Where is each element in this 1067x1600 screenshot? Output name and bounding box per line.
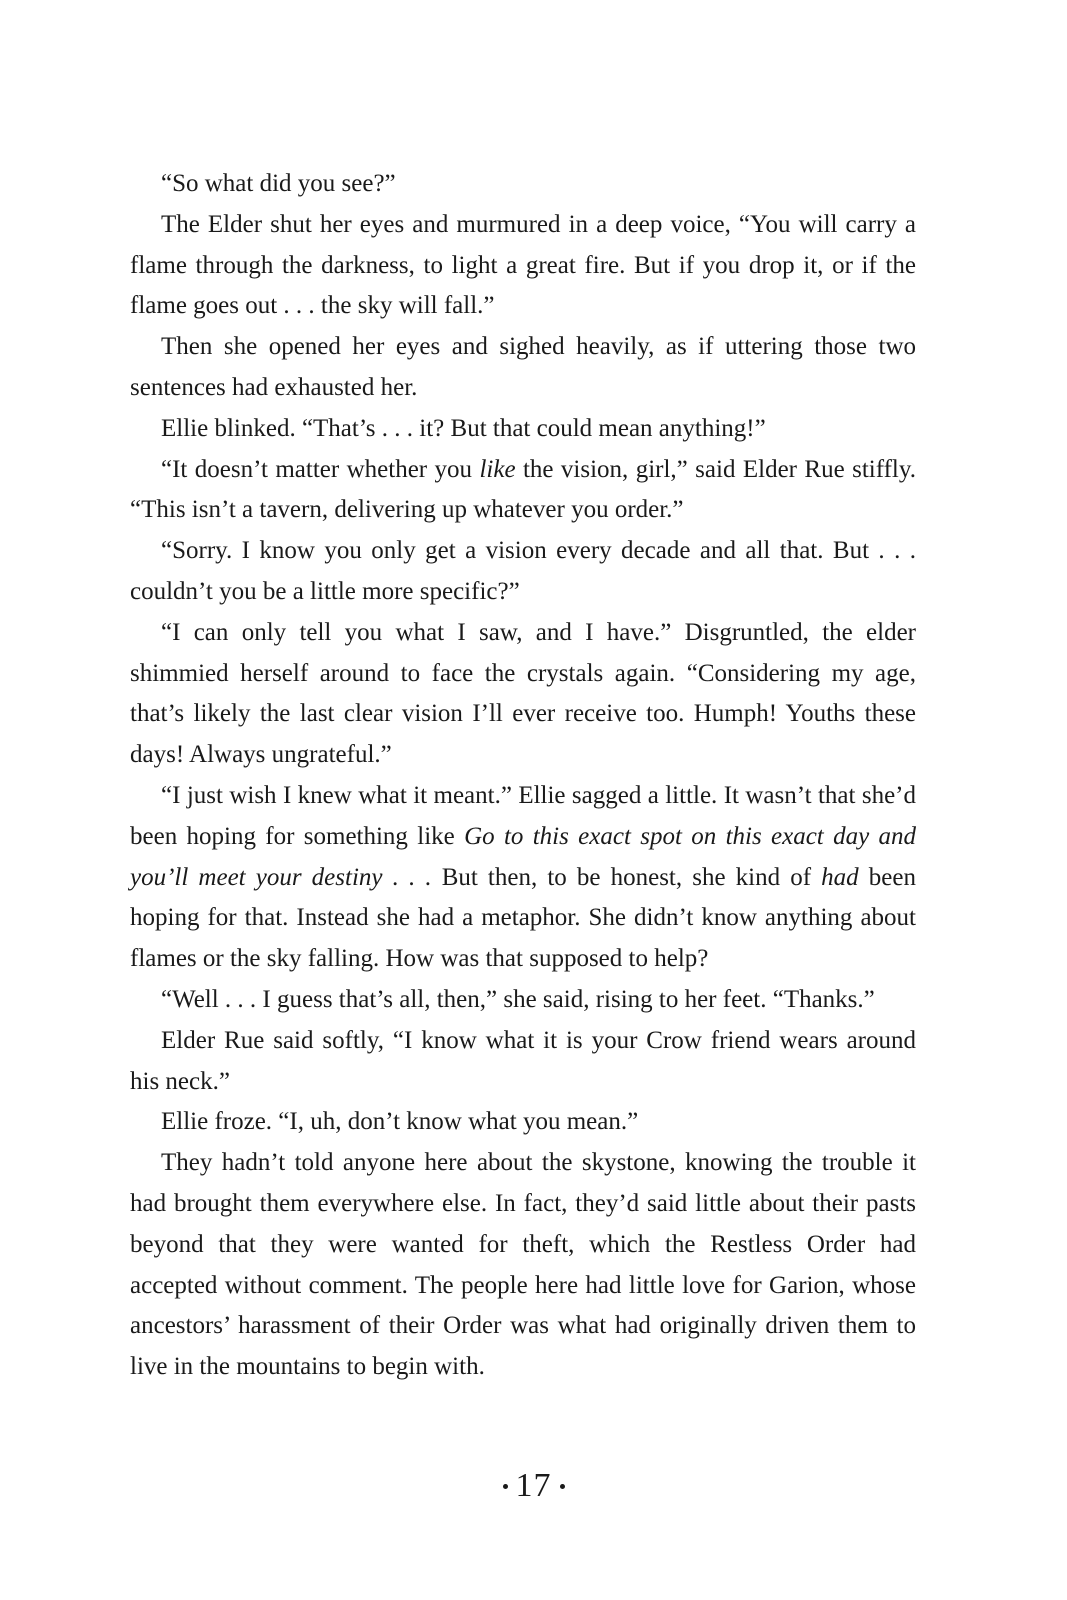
text-run: “Sorry. I know you only get a vision every decade and all that. But . . . couldn’t you be a little more specific?” [130, 537, 916, 605]
text-run: Ellie froze. “I, uh, don’t know what you mean.” [161, 1108, 639, 1136]
paragraph [130, 164, 916, 205]
text-run: Elder Rue said softly, “I know what it is your Crow friend wears around his neck.” [130, 1026, 916, 1095]
paragraph [130, 613, 916, 776]
text-run: been hoping for that. Instead she had a metaphor. She didn’t know anything about flames or the sky falling. How was that supposed to help? [130, 863, 916, 973]
right-folio-dot [560, 1484, 565, 1489]
page-number: 17 [515, 1467, 552, 1504]
paragraph [130, 1021, 916, 1103]
text-run: But then, to be honest, she kind of [431, 863, 822, 891]
paragraph [130, 980, 916, 1021]
italic-text-run: Go to this exact spot on this exact day and you’ll meet your destiny . . . [130, 822, 916, 891]
italic-text-run: like [479, 455, 516, 483]
paragraph [130, 327, 916, 409]
text-run: “I just wish I knew what it meant.” Ellie sagged a little. It wasn’t that she’d been hoping for something like [130, 781, 916, 850]
text-run: “Well . . . I guess that’s all, then,” she said, rising to her feet. “Thanks.” [161, 985, 875, 1013]
page-footer [0, 1466, 1067, 1506]
page-body [130, 164, 916, 1388]
paragraph [130, 205, 916, 327]
paragraph [130, 531, 916, 613]
text-run: Ellie blinked. “That’s . . . it? But that could mean anything!” [161, 414, 766, 442]
text-run: The Elder shut her eyes and murmured in a deep voice, “You will carry a flame through the darkness, to light a great fire. But if you drop it, or if the flame goes out . . . the sky will fall.” [130, 210, 916, 320]
paragraph [130, 1102, 916, 1143]
left-folio-dot [503, 1484, 508, 1489]
paragraph [130, 1143, 916, 1388]
text-run: the vision, girl,” said Elder Rue stiffly. “This isn’t a tavern, delivering up whatever you order.” [130, 455, 916, 524]
text-run: Then she opened her eyes and sighed heavily, as if uttering those two sentences had exhausted her. [130, 333, 916, 401]
text-run: “I can only tell you what I saw, and I have.” Disgruntled, the elder shimmied herself around to face the crystals again. “Considering my age, that’s likely the last clear vision I’ll ever receive too. Humph! Youths these days! Always ungrateful.” [130, 618, 916, 769]
text-run: “So what did you see?” [161, 170, 396, 197]
paragraph [130, 409, 916, 450]
text-run: “It doesn’t matter whether you [161, 455, 480, 483]
italic-text-run: had [821, 863, 859, 891]
text-run: They hadn’t told anyone here about the skystone, knowing the trouble it had brought them everywhere else. In fact, they’d said little about their pasts beyond that they were wanted for theft, which the Restless Order had accepted without comment. The people here had little love for Garion, whose ancestors’ harassment of their Order was what had originally driven them to live in the mountains to begin with. [130, 1149, 916, 1381]
paragraph [130, 450, 916, 532]
paragraph [130, 776, 916, 980]
